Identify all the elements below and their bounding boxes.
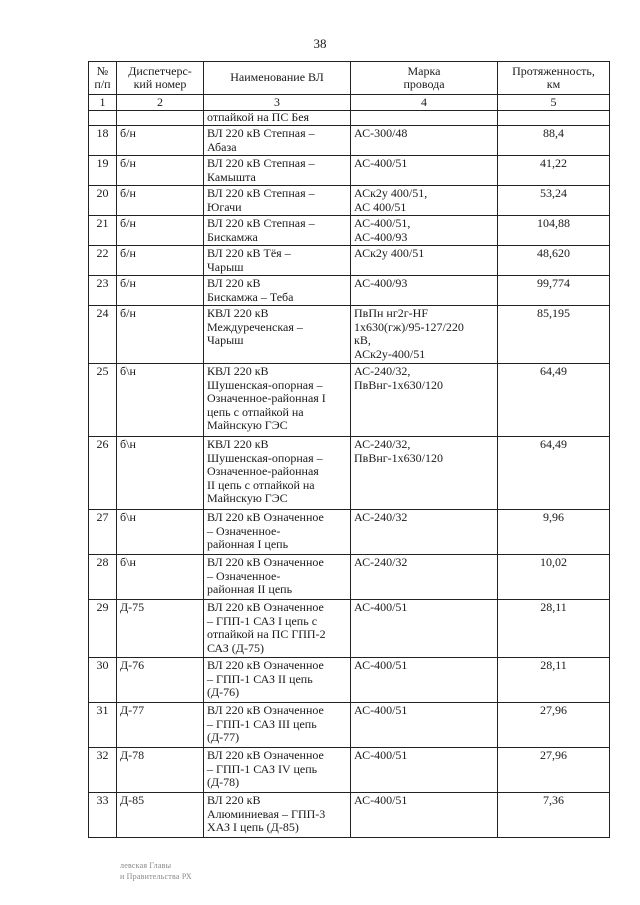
line-length: 88,4 [498, 126, 610, 156]
line-name: ВЛ 220 кВ Алюминиевая – ГПП-3 ХАЗ I цепь (Д-85) [204, 793, 351, 838]
line-length: 64,49 [498, 437, 610, 510]
footer-stamp [120, 860, 192, 882]
line-name: ВЛ 220 кВ Означенное – ГПП-1 САЗ I цепь с отпайкой на ПС ГПП-2 САЗ (Д-75) [204, 600, 351, 658]
line-name: КВЛ 220 кВ Междуреченская – Чарыш [204, 306, 351, 364]
header-num: № п/п [89, 62, 117, 95]
column-number-row [89, 95, 610, 111]
line-name: ВЛ 220 кВ Означенное – Означенное- районная II цепь [204, 555, 351, 600]
line-name: ВЛ 220 кВ Означенное – ГПП-1 САЗ III цепь (Д-77) [204, 703, 351, 748]
dispatch-number: б/н [117, 156, 204, 186]
row-number: 27 [89, 510, 117, 555]
wire-brand: АС-400/93 [351, 276, 498, 306]
continuation-row [89, 111, 610, 126]
row-number: 24 [89, 306, 117, 364]
dispatch-number: б\н [117, 437, 204, 510]
wire-brand: АС-400/51 [351, 600, 498, 658]
row-number: 30 [89, 658, 117, 703]
line-length: 10,02 [498, 555, 610, 600]
row-number: 22 [89, 246, 117, 276]
row-number: 21 [89, 216, 117, 246]
wire-brand: АС-400/51, АС-400/93 [351, 216, 498, 246]
line-length: 99,774 [498, 276, 610, 306]
line-name: ВЛ 220 кВ Степная – Бискамжа [204, 216, 351, 246]
line-length: 27,96 [498, 703, 610, 748]
table-row [89, 703, 610, 748]
row-number: 20 [89, 186, 117, 216]
header-row [89, 62, 610, 95]
table-row [89, 748, 610, 793]
wire-brand: АС-300/48 [351, 126, 498, 156]
table-row [89, 793, 610, 838]
dispatch-number: б\н [117, 510, 204, 555]
column-number: 1 [89, 95, 117, 111]
line-name: ВЛ 220 кВ Означенное – ГПП-1 САЗ IV цепь (Д-78) [204, 748, 351, 793]
table-row [89, 306, 610, 364]
table-row [89, 276, 610, 306]
dispatch-number: б/н [117, 186, 204, 216]
wire-brand: АС-400/51 [351, 156, 498, 186]
table-row [89, 600, 610, 658]
wire-brand: АС-240/32, ПвВнг-1х630/120 [351, 364, 498, 437]
wire-brand: АС-400/51 [351, 658, 498, 703]
column-number: 4 [351, 95, 498, 111]
header-name: Наименование ВЛ [204, 62, 351, 95]
wire-brand: АС-400/51 [351, 748, 498, 793]
row-number: 26 [89, 437, 117, 510]
dispatch-number: Д-77 [117, 703, 204, 748]
line-length: 28,11 [498, 658, 610, 703]
wire-brand: АС-400/51 [351, 703, 498, 748]
table-row [89, 510, 610, 555]
line-length: 28,11 [498, 600, 610, 658]
table-row [89, 555, 610, 600]
table-row [89, 364, 610, 437]
footer-line: и Правительства РХ [120, 872, 192, 881]
wire-brand: АС-240/32, ПвВнг-1х630/120 [351, 437, 498, 510]
wire-brand: АСк2у 400/51 [351, 246, 498, 276]
line-length: 104,88 [498, 216, 610, 246]
line-name: ВЛ 220 кВ Степная – Югачи [204, 186, 351, 216]
row-number: 32 [89, 748, 117, 793]
table-row [89, 658, 610, 703]
dispatch-number: б\н [117, 555, 204, 600]
line-name: ВЛ 220 кВ Бискамжа – Теба [204, 276, 351, 306]
header-wire: Марка провода [351, 62, 498, 95]
table-row [89, 216, 610, 246]
line-length: 27,96 [498, 748, 610, 793]
row-number: 25 [89, 364, 117, 437]
line-name: ВЛ 220 кВ Означенное – ГПП-1 САЗ II цепь (Д-76) [204, 658, 351, 703]
wire-brand: АС-240/32 [351, 555, 498, 600]
wire-brand: ПвПн нг2г-HF 1х630(гж)/95-127/220 кВ, АСк2у-400/51 [351, 306, 498, 364]
line-name: ВЛ 220 кВ Степная – Абаза [204, 126, 351, 156]
wire-brand: АС-240/32 [351, 510, 498, 555]
page-number: 38 [313, 36, 327, 51]
row-number: 19 [89, 156, 117, 186]
dispatch-number: б\н [117, 364, 204, 437]
row-number: 23 [89, 276, 117, 306]
row-number: 18 [89, 126, 117, 156]
continuation-text: отпайкой на ПС Бея [204, 111, 351, 126]
dispatch-number: б/н [117, 276, 204, 306]
wire-brand: АС-400/51 [351, 793, 498, 838]
dispatch-number: б/н [117, 246, 204, 276]
table-row [89, 246, 610, 276]
row-number: 33 [89, 793, 117, 838]
wire-brand: АСк2у 400/51, АС 400/51 [351, 186, 498, 216]
column-number: 5 [498, 95, 610, 111]
dispatch-number: Д-78 [117, 748, 204, 793]
footer-line: левская Главы [120, 861, 172, 870]
dispatch-number: б/н [117, 126, 204, 156]
line-length: 53,24 [498, 186, 610, 216]
table-row [89, 186, 610, 216]
line-name: ВЛ 220 кВ Тёя – Чарыш [204, 246, 351, 276]
header-length: Протяженность, км [498, 62, 610, 95]
dispatch-number: Д-75 [117, 600, 204, 658]
dispatch-number: Д-85 [117, 793, 204, 838]
line-name: КВЛ 220 кВ Шушенская-опорная – Означенное-районная I цепь с отпайкой на Майнскую ГЭС [204, 364, 351, 437]
column-number: 3 [204, 95, 351, 111]
row-number: 31 [89, 703, 117, 748]
line-length: 85,195 [498, 306, 610, 364]
table-row [89, 156, 610, 186]
line-length: 48,620 [498, 246, 610, 276]
line-length: 7,36 [498, 793, 610, 838]
table-row [89, 126, 610, 156]
line-length: 9,96 [498, 510, 610, 555]
table-row [89, 437, 610, 510]
line-length: 41,22 [498, 156, 610, 186]
dispatch-number: Д-76 [117, 658, 204, 703]
power-lines-table [88, 61, 610, 838]
line-name: ВЛ 220 кВ Означенное – Означенное- районная I цепь [204, 510, 351, 555]
line-length: 64,49 [498, 364, 610, 437]
dispatch-number: б/н [117, 216, 204, 246]
column-number: 2 [117, 95, 204, 111]
line-name: ВЛ 220 кВ Степная – Камышта [204, 156, 351, 186]
header-dispatch: Диспетчерс- кий номер [117, 62, 204, 95]
line-name: КВЛ 220 кВ Шушенская-опорная – Означенное-районная II цепь с отпайкой на Майнскую ГЭС [204, 437, 351, 510]
dispatch-number: б/н [117, 306, 204, 364]
row-number: 29 [89, 600, 117, 658]
row-number: 28 [89, 555, 117, 600]
